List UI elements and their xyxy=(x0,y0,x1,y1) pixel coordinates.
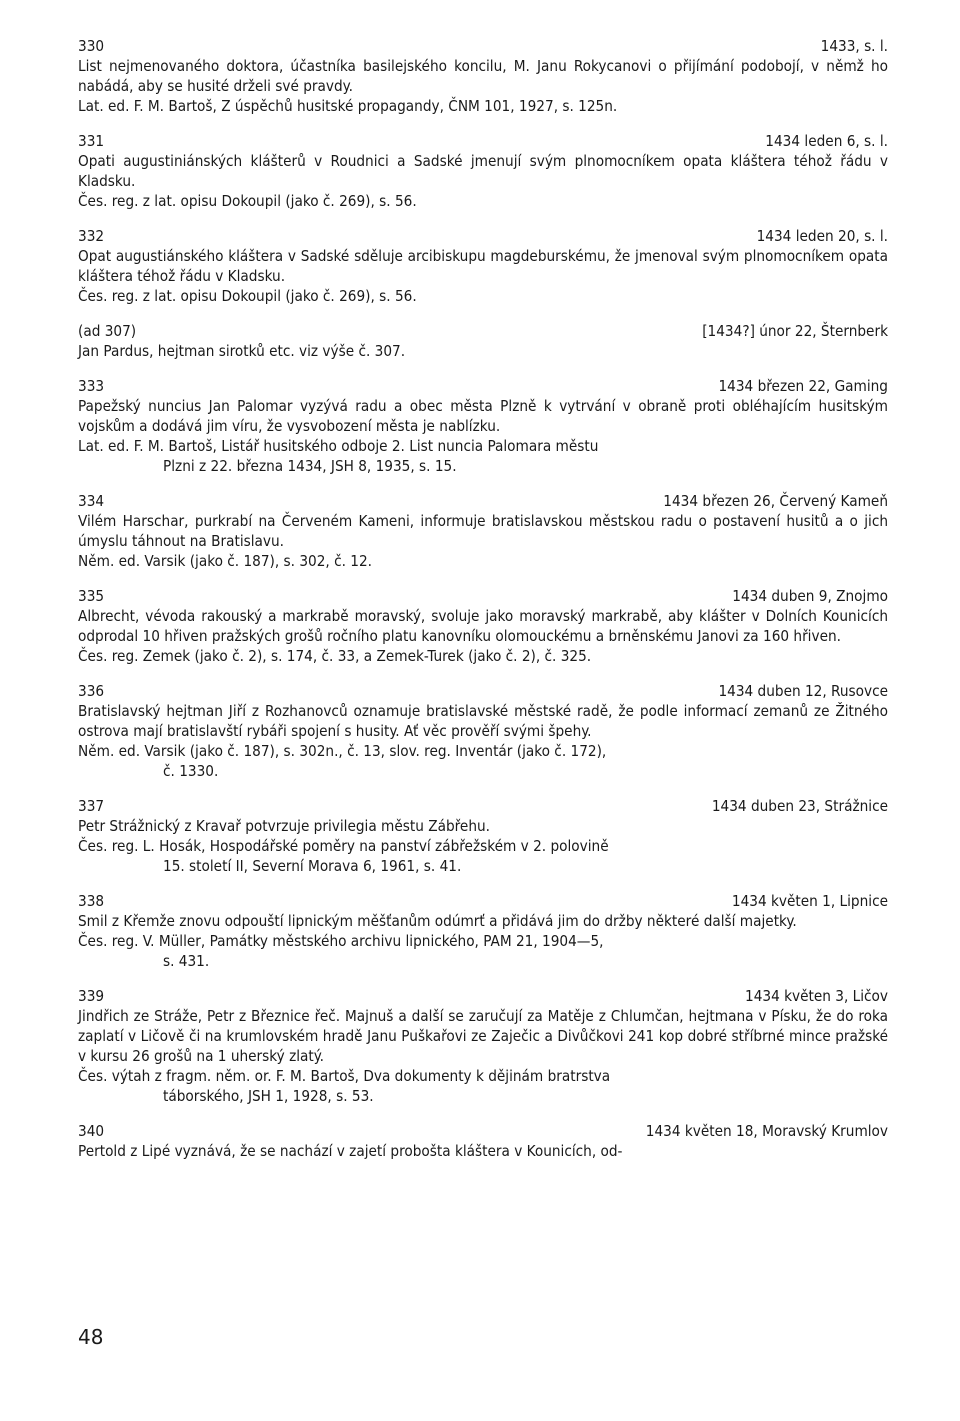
entry-source-continuation: Plzni z 22. března 1434, JSH 8, 1935, s. 15. xyxy=(163,457,457,475)
entry-source-text: Čes. reg. L. Hosák, Hospodářské poměry na panství zábřežském v 2. polovině xyxy=(78,837,609,855)
entry-number: (ad 307) xyxy=(78,322,137,340)
entry-source xyxy=(78,646,888,666)
entry-source-continuation: táborského, JSH 1, 1928, s. 53. xyxy=(163,1087,374,1105)
entry-header xyxy=(78,796,888,816)
entry-source-text: Něm. ed. Varsik (jako č. 187), s. 302, č. 12. xyxy=(78,552,372,570)
entry-source-text: Čes. reg. z lat. opisu Dokoupil (jako č. 269), s. 56. xyxy=(78,287,417,305)
entry-number: 330 xyxy=(78,37,105,55)
entry-source xyxy=(78,551,888,571)
entry-source-continuation: 15. století II, Severní Morava 6, 1961, s. 41. xyxy=(163,857,462,875)
entry-date-place: 1434 leden 6, s. l. xyxy=(765,132,888,150)
entry-header xyxy=(78,226,888,246)
entry-source-text: Lat. ed. F. M. Bartoš, Listář husitského odboje 2. List nuncia Palomara městu xyxy=(78,437,599,455)
document-page xyxy=(78,36,888,1176)
entry-header xyxy=(78,321,888,341)
entry-source-text: Čes. výtah z fragm. něm. or. F. M. Bartoš, Dva dokumenty k dějinám bratrstva xyxy=(78,1067,611,1085)
entry-summary: Opati augustiniánských klášterů v Roudnici a Sadské jmenují svým plnomocníkem opata kláštera téhož řádu v Kladsku. xyxy=(78,152,888,190)
entry-source xyxy=(78,286,888,306)
entry-date-place: 1434 březen 26, Červený Kameň xyxy=(663,492,888,510)
regest-entry xyxy=(78,796,888,876)
entry-source xyxy=(78,931,888,971)
entry-header xyxy=(78,891,888,911)
entry-number: 335 xyxy=(78,587,105,605)
entry-number: 332 xyxy=(78,227,105,245)
entry-source-continuation: s. 431. xyxy=(163,952,210,970)
entry-date-place: 1434 květen 3, Ličov xyxy=(745,987,888,1005)
entry-date-place: 1434 duben 23, Strážnice xyxy=(711,797,888,815)
entry-source xyxy=(78,191,888,211)
entry-source-text: Čes. reg. z lat. opisu Dokoupil (jako č. 269), s. 56. xyxy=(78,192,417,210)
entry-header xyxy=(78,491,888,511)
entry-summary: List nejmenovaného doktora, účastníka basilejského koncilu, M. Janu Rokycanovi o přijímání podobojí, v němž ho nabádá, aby se husité drželi své pravdy. xyxy=(78,57,888,95)
entry-header xyxy=(78,376,888,396)
entry-number: 337 xyxy=(78,797,105,815)
entry-number: 333 xyxy=(78,377,105,395)
regest-entry xyxy=(78,1121,888,1161)
entry-date-place: 1434 květen 1, Lipnice xyxy=(731,892,888,910)
regest-entry xyxy=(78,586,888,666)
entry-header xyxy=(78,586,888,606)
entry-source-text: Lat. ed. F. M. Bartoš, Z úspěchů husitské propagandy, ČNM 101, 1927, s. 125n. xyxy=(78,97,618,115)
regest-entry xyxy=(78,226,888,306)
page-number: 48 xyxy=(78,1325,104,1349)
entry-date-place: 1433, s. l. xyxy=(820,37,888,55)
regest-entry xyxy=(78,491,888,571)
entry-date-place: 1434 březen 22, Gaming xyxy=(718,377,888,395)
entry-summary: Petr Strážnický z Kravař potvrzuje privilegia městu Zábřehu. xyxy=(78,817,490,835)
regest-entry xyxy=(78,986,888,1106)
entry-source-continuation: č. 1330. xyxy=(163,762,219,780)
entry-header xyxy=(78,986,888,1006)
entry-number: 334 xyxy=(78,492,105,510)
entry-number: 338 xyxy=(78,892,105,910)
entry-source xyxy=(78,96,888,116)
entry-summary: Opat augustiánského kláštera v Sadské sděluje arcibiskupu magdeburskému, že jmenoval svým plnomocníkem opata kláštera téhož řádu v Kladsku. xyxy=(78,247,888,285)
regest-entry xyxy=(78,891,888,971)
entry-header xyxy=(78,131,888,151)
entry-source xyxy=(78,436,888,476)
entry-header xyxy=(78,1121,888,1141)
entry-date-place: 1434 leden 20, s. l. xyxy=(756,227,888,245)
entry-summary: Papežský nuncius Jan Palomar vyzývá radu a obec města Plzně k vytrvání v obraně proti obléhajícím husitským vojskům a dodává jim víru, že vysvobození města je nablízku. xyxy=(78,397,888,435)
regest-entry xyxy=(78,376,888,476)
entry-source-text: Čes. reg. V. Müller, Památky městského archivu lipnického, PAM 21, 1904—5, xyxy=(78,932,604,950)
entry-source xyxy=(78,836,888,876)
entry-summary: Smil z Křemže znovu odpouští lipnickým měšťanům odúmrť a přidává jim do držby některé další majetky. xyxy=(78,912,797,930)
entry-date-place: 1434 duben 12, Rusovce xyxy=(718,682,888,700)
entry-summary: Jindřich ze Stráže, Petr z Březnice řeč. Majnuš a další se zaručují za Matěje z Chlumčan, hejtmana v Písku, že do roka zaplatí v Ličově či na krumlovském hradě Janu Puškařovi ze Zaječic a Divůčkovi 241 kop dobré stříbrné mince pražské v kursu 26 grošů na 1 uherský zlatý. xyxy=(78,1007,888,1065)
regest-entry xyxy=(78,681,888,781)
entry-number: 340 xyxy=(78,1122,105,1140)
entry-date-place: 1434 duben 9, Znojmo xyxy=(732,587,888,605)
entry-source-text: Čes. reg. Zemek (jako č. 2), s. 174, č. 33, a Zemek-Turek (jako č. 2), č. 325. xyxy=(78,647,592,665)
entry-summary: Jan Pardus, hejtman sirotků etc. viz výše č. 307. xyxy=(78,342,406,360)
entry-summary: Vilém Harschar, purkrabí na Červeném Kameni, informuje bratislavskou městskou radu o postavení husitů a o jich úmyslu táhnout na Bratislavu. xyxy=(78,512,888,550)
entry-source xyxy=(78,741,888,781)
entry-header xyxy=(78,681,888,701)
entry-number: 339 xyxy=(78,987,105,1005)
regest-entry xyxy=(78,321,888,361)
regest-entry xyxy=(78,131,888,211)
entry-date-place: 1434 květen 18, Moravský Krumlov xyxy=(645,1122,888,1140)
entry-date-place: [1434?] únor 22, Šternberk xyxy=(702,322,888,340)
entry-summary: Bratislavský hejtman Jiří z Rozhanovců oznamuje bratislavské městské radě, že podle informací zemanů ze Žitného ostrova mají bratislavští rybáři spojení s husity. Ať věc prověří svými špehy. xyxy=(78,702,888,740)
entry-summary: Albrecht, vévoda rakouský a markrabě moravský, svoluje jako moravský markrabě, aby klášter v Dolních Kounicích odprodal 10 hřiven pražských grošů ročního platu kanovníku olomouckému a brněnskému Janovi za 160 hřiven. xyxy=(78,607,888,645)
entry-header xyxy=(78,36,888,56)
entry-number: 331 xyxy=(78,132,105,150)
regest-entry xyxy=(78,36,888,116)
entry-summary: Pertold z Lipé vyznává, že se nachází v zajetí probošta kláštera v Kounicích, od- xyxy=(78,1142,623,1160)
entry-source-text: Něm. ed. Varsik (jako č. 187), s. 302n., č. 13, slov. reg. Inventár (jako č. 172), xyxy=(78,742,607,760)
entry-source xyxy=(78,1066,888,1106)
entry-number: 336 xyxy=(78,682,105,700)
